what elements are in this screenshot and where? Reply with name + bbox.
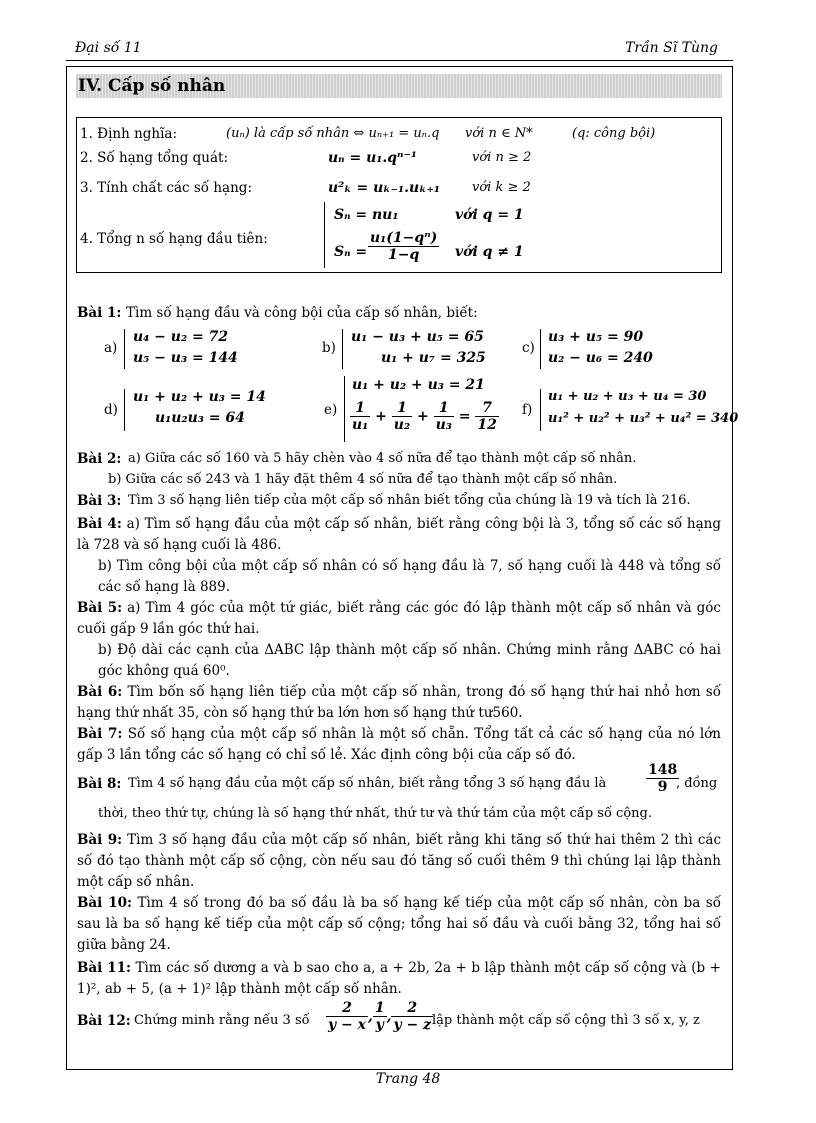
bai3-text: Tìm 3 số hạng liên tiếp của một cấp số nhân biết tổng của chúng là 19 và tích là 216. [128, 493, 691, 508]
bai8-label: Bài 8: [77, 776, 122, 792]
bai10 [77, 893, 721, 956]
bai2-b: b) Giữa các số 243 và 1 hãy đặt thêm 4 số nữa để tạo thành một cấp số nhân. [108, 472, 618, 487]
bai1e-result-den: 12 [477, 417, 497, 433]
bai1e-eq1: u₁ + u₂ + u₃ = 21 [352, 377, 485, 393]
def2-label: 2. Số hạng tổng quát: [80, 150, 229, 166]
bai11 [77, 958, 721, 1000]
bai10-label: Bài 10: [77, 895, 132, 911]
bai1a-brace [124, 329, 125, 369]
bai12-f3-num: 2 [391, 1000, 433, 1017]
def4-case2-fraction [368, 230, 439, 263]
bai1e-frac2-num: 1 [392, 400, 412, 417]
bai12-fractions: $\frac{2}{y - x}$ , $\frac{1}{y}$ , $\frac{2}{y - z}$ [328, 1000, 432, 1033]
bai4-label: Bài 4: [77, 516, 122, 532]
bai12-f2-num: 1 [374, 1000, 385, 1016]
bai8-text2: , đồng [676, 776, 718, 791]
bai5 [77, 598, 721, 640]
bai11-label: Bài 11: [77, 960, 131, 976]
bai1b-brace [342, 329, 343, 369]
bai7 [77, 724, 721, 766]
def4-label: 4. Tổng n số hạng đầu tiên: [80, 231, 268, 247]
bai12-label: Bài 12: [77, 1013, 131, 1029]
def4-case2-lhs: Sₙ = [334, 244, 368, 260]
bai7-label: Bài 7: [77, 726, 123, 742]
bai12-f1-num: 2 [326, 1000, 368, 1017]
def1-condition: với n ∈ N* [465, 126, 533, 141]
bai6-text: Tìm bốn số hạng liên tiếp của một cấp số nhân, trong đó số hạng thứ hai nhỏ hơn số hạng thứ nhất 35, còn số hạng thứ ba lớn hơn số hạng thứ tư560. [77, 684, 721, 721]
def2-formula: uₙ = u₁.qⁿ⁻¹ [328, 150, 417, 166]
bai7-text: Số số hạng của một cấp số nhân là một số chẵn. Tổng tất cả các số hạng của nó lớn gấp 3 lần tổng các số hạng có chỉ số lẻ. Xác định công bội của cấp số đó. [77, 726, 721, 763]
page-number: Trang 48 [375, 1071, 441, 1087]
bai8-text3: thời, theo thứ tự, chúng là số hạng thứ nhất, thứ tư và thứ tám của một cấp số cộng. [98, 806, 652, 821]
def1-formula: (uₙ) là cấp số nhân ⇔ uₙ₊₁ = uₙ.q [226, 126, 440, 141]
bai12-f1-den: y − x [328, 1017, 366, 1033]
bai1e-frac3-num: 1 [434, 400, 454, 417]
bai1e-brace [344, 376, 345, 442]
def4-case2-condition: với q ≠ 1 [455, 244, 524, 260]
header-divider [66, 60, 733, 61]
bai12-text2: lập thành một cấp số cộng thì 3 số x, y, z [432, 1013, 700, 1028]
bai11-text: Tìm các số dương a và b sao cho a, a + 2b, 2a + b lập thành một cấp số cộng và (b + 1)², ab + 5, (a + 1)² lập thành một cấp số nhân. [77, 960, 721, 997]
bai1f-label: f) [522, 402, 533, 418]
bai4-b: b) Tìm công bội của một cấp số nhân có số hạng đầu là 7, số hạng cuối là 448 và tổng số các số hạng là 889. [98, 558, 721, 595]
bai3-label: Bài 3: [77, 493, 122, 509]
bai1-label: Bài 1: [77, 305, 122, 321]
bai5-b: b) Độ dài các cạnh của ΔABC lập thành một cấp số nhân. Chứng minh rằng ΔABC có hai góc không quá 60⁰. [98, 642, 721, 679]
bai1e-result-num: 7 [475, 400, 498, 417]
def4-case2-numerator: u₁(1−qⁿ) [370, 230, 438, 246]
bai1d-eq2: u₁u₂u₃ = 64 [155, 410, 245, 426]
bai5-a: a) Tìm 4 góc của một tứ giác, biết rằng các góc đó lập thành một cấp số nhân và góc cuối gấp 9 lần góc thứ hai. [77, 600, 721, 637]
def3-label: 3. Tính chất các số hạng: [80, 180, 252, 196]
bai1-text: Tìm số hạng đầu và công bội của cấp số nhân, biết: [126, 305, 478, 321]
bai12-f2-den: y [375, 1017, 384, 1033]
bai8-text1: Tìm 4 số hạng đầu của một cấp số nhân, biết rằng tổng 3 số hạng đầu là [128, 776, 607, 791]
bai6-label: Bài 6: [77, 684, 123, 700]
bai6 [77, 682, 721, 724]
bai1e-eq2: $\frac{1}{\text{u₁}}$ + $\frac{1}{\text{u₂}}$ + $\frac{1}{\text{u₃}}$ = $\frac{7}{12}$ [352, 400, 497, 433]
bai1a-eq1: u₄ − u₂ = 72 [133, 329, 229, 345]
bai5-label: Bài 5: [77, 600, 123, 616]
bai1c-label: c) [522, 340, 535, 356]
bai1b-label: b) [322, 340, 336, 356]
bai1e-frac1-den: u₁ [352, 417, 369, 433]
bai1e-frac3-den: u₃ [435, 417, 452, 433]
bai1e-frac2-den: u₂ [393, 417, 411, 433]
bai12-f3-den: y − z [393, 1017, 432, 1033]
section-title: IV. Cấp số nhân [76, 74, 722, 98]
bai4-a: a) Tìm số hạng đầu của một cấp số nhân, biết rằng công bội là 3, tổng số các số hạng là 728 và số hạng cuối là 486. [77, 516, 722, 553]
bai9-text: Tìm 3 số hạng đầu của một cấp số nhân, biết rằng khi tăng số thứ hai thêm 2 thì các số đó tạo thành một cấp số cộng, còn nếu sau đó tăng số cuối thêm 9 thì chúng lại lập thành một cấp số nhân. [77, 832, 722, 890]
bai1a-eq2: u₅ − u₃ = 144 [133, 350, 238, 366]
bai1f-eq1: u₁ + u₂ + u₃ + u₄ = 30 [548, 389, 707, 404]
bai8-frac-den: 9 [657, 779, 668, 795]
def3-condition: với k ≥ 2 [472, 180, 531, 195]
bai1b-eq2: u₁ + u₇ = 325 [381, 350, 486, 366]
bai1a-label: a) [104, 340, 118, 356]
def4-case2-denominator: 1−q [387, 247, 420, 263]
bai12-text1: Chứng minh rằng nếu 3 số [134, 1013, 310, 1028]
header-right: Trần Sĩ Tùng [625, 40, 718, 56]
bai9 [77, 830, 721, 893]
bai2-label: Bài 2: [77, 451, 122, 467]
bai1d-label: d) [104, 402, 118, 418]
bai2-a: a) Giữa các số 160 và 5 hãy chèn vào 4 số nữa để tạo thành một cấp số nhân. [128, 451, 637, 466]
bai1e-label: e) [324, 402, 338, 418]
bai10-text: Tìm 4 số trong đó ba số đầu là ba số hạng kế tiếp của một cấp số nhân, còn ba số sau là ba số hạng kế tiếp của một cấp số cộng; tổng hai số đầu và cuối bằng 32, tổng hai số giữa bằng 24. [77, 895, 721, 953]
header-left: Đại số 11 [75, 40, 142, 56]
bai1b-eq1: u₁ − u₃ + u₅ = 65 [351, 329, 484, 345]
def4-case1-condition: với q = 1 [455, 207, 524, 223]
bai9-label: Bài 9: [77, 832, 123, 848]
def4-case1: Sₙ = nu₁ [334, 207, 399, 223]
bai1d-eq1: u₁ + u₂ + u₃ = 14 [133, 389, 266, 405]
bai1e-frac1-num: 1 [350, 400, 370, 417]
def3-formula: u²ₖ = uₖ₋₁.uₖ₊₁ [328, 180, 441, 196]
bai1f-brace [540, 389, 541, 431]
bai4 [77, 514, 721, 556]
def2-condition: với n ≥ 2 [472, 150, 532, 165]
bai8-fraction [646, 762, 679, 795]
bai1d-brace [124, 389, 125, 431]
bai1f-eq2: u₁² + u₂² + u₃² + u₄² = 340 [548, 411, 739, 426]
bai1c-brace [540, 329, 541, 369]
bai1c-eq1: u₃ + u₅ = 90 [548, 329, 644, 345]
def1-note: (q: công bội) [572, 126, 656, 141]
def1-label: 1. Định nghĩa: [80, 126, 178, 142]
def4-brace [324, 202, 325, 268]
bai1c-eq2: u₂ − u₆ = 240 [548, 350, 653, 366]
bai8-frac-num: 148 [648, 762, 678, 778]
